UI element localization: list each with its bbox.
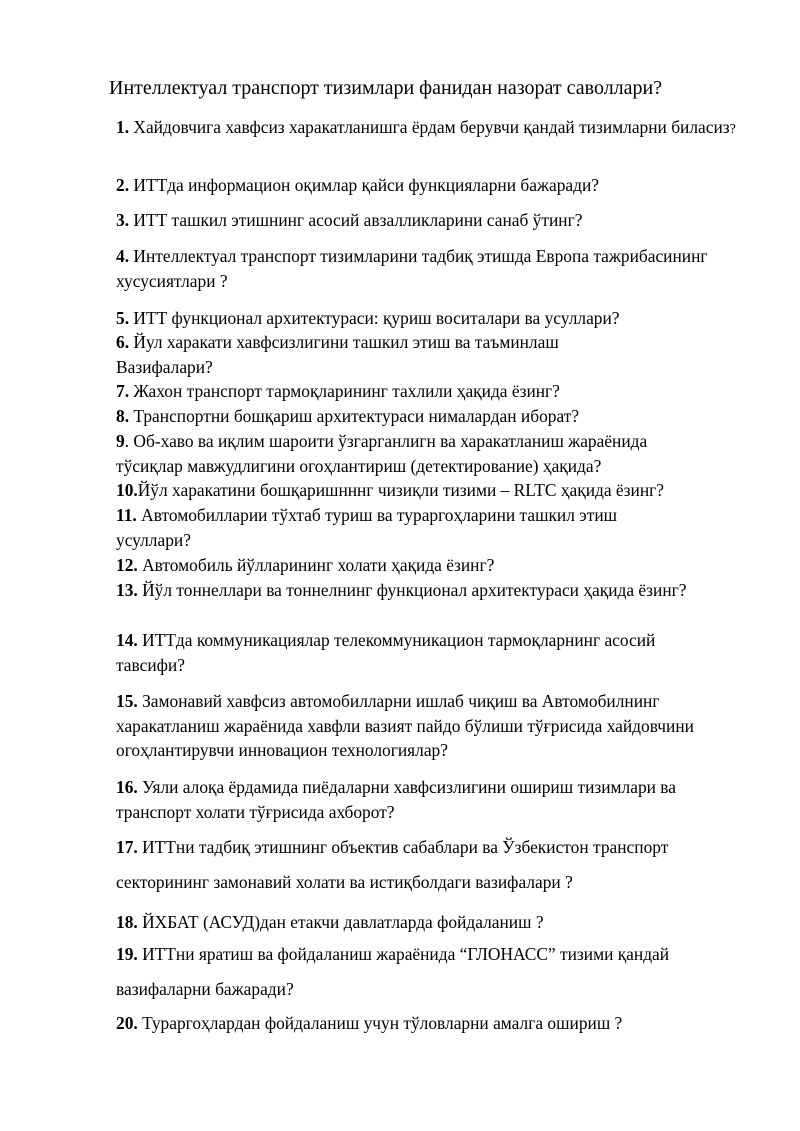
question-item [116,306,736,331]
question-text: Транспортни бошқариш архитектураси нималардан иборат? [129,406,580,426]
question-item [116,830,721,900]
question-text: ИТТда коммуникациялар телекоммуникацион тармоқларнинг асосий тавсифи? [116,630,656,675]
question-text-tail: ? [729,122,736,137]
question-text: ИТТ ташкил этишнинг асосий авзалликларини санаб ўтинг? [129,210,583,230]
question-text: ЙХБАТ (АСУД)дан етакчи давлатларда фойдаланиш ? [137,912,544,932]
question-item [116,775,731,824]
page-title: Интеллектуал транспорт тизимлари фанидан назорат саволлари? [109,77,663,99]
question-text: Жахон транспорт тармоқларининг тахлили ҳақида ёзинг? [129,381,560,401]
question-item [116,689,728,763]
question-number: 14. [116,630,138,650]
question-item [116,173,736,198]
question-number: 6. [116,332,130,352]
question-text: Йул харакати хавфсизлигини ташкил этиш ва таъминлаш Вазифалари? [116,332,559,377]
question-number: 20. [116,1013,138,1033]
question-item [116,404,736,429]
question-text: Автомобиль йўлларининг холати ҳақида ёзинг? [137,555,495,575]
question-item [116,553,736,578]
question-number: 11. [116,505,137,525]
question-text: Замонавий хавфсиз автомобилларни ишлаб чиқиш ва Автомобилнинг харакатланиш жараёнида хавфли вазият пайдо бўлиши тўғрисида хайдовчини огоҳлантирувчи инновацион технологиялар? [116,691,694,761]
question-number: 15. [116,691,138,711]
question-number: 12. [116,555,138,575]
question-text: Интеллектуал транспорт тизимларини тадбиқ этишда Европа тажрибасининг хусусиятлари ? [116,246,708,291]
question-number: 13. [116,580,138,600]
question-text: ИТТни тадбиқ этишнинг объектив сабаблари ва Ўзбекистон транспорт секторининг замонавий холати ва истиқболдаги вазифалари ? [116,837,669,892]
question-item [116,503,676,552]
question-number: 7. [116,381,130,401]
question-item [116,628,706,677]
question-number: 8. [116,406,130,426]
question-item [116,244,736,293]
question-number: 5. [116,308,130,328]
question-number: 17. [116,837,138,857]
question-number: 9 [116,431,125,451]
question-item [116,578,696,603]
question-number: 16. [116,777,138,797]
question-item [116,1011,736,1036]
question-number: 1. [116,117,130,137]
question-text: Автомобилларии тўхтаб туриш ва тураргоҳларини ташкил этиш усуллари? [116,505,618,550]
question-text: ИТТ функционал архитектураси: қуриш воситалари ва усуллари? [129,308,620,328]
question-item [116,910,736,935]
question-text: Уяли алоқа ёрдамида пиёдаларни хавфсизлигини ошириш тизимлари ва транспорт холати тўғрисида ахборот? [116,777,677,822]
question-item [116,115,736,143]
question-number: 4. [116,246,130,266]
question-number: 2. [116,175,130,195]
question-item [116,429,716,478]
question-item [116,937,724,1007]
question-text: Йўл тоннеллари ва тоннелнинг функционал архитектураси ҳақида ёзинг? [137,580,687,600]
question-number: 10. [116,480,138,500]
question-text: Йўл харакатини бошқаришнннг чизиқли тизими – RLTC ҳақида ёзинг? [137,480,664,500]
question-text: ИТТни яратиш ва фойдаланиш жараёнида “ГЛОНАСС” тизими қандай вазифаларни бажаради? [116,944,670,999]
question-text: . Об-хаво ва иқлим шароити ўзгарганлигн ва харакатланиш жараёнида тўсиқлар мавжудлигини огоҳлантириш (детектирование) ҳақида? [116,431,648,476]
question-item [116,478,736,503]
question-number: 3. [116,210,130,230]
question-item [116,208,736,233]
question-number: 18. [116,912,138,932]
question-text: ИТТда информацион оқимлар қайси функцияларни бажаради? [129,175,599,195]
question-text: Хайдовчига хавфсиз харакатланишга ёрдам берувчи қандай тизимларни билаcиз [129,117,730,137]
question-number: 19. [116,944,138,964]
question-text: Тураргоҳлардан фойдаланиш учун тўловларни амалга ошириш ? [137,1013,623,1033]
question-item [116,379,736,404]
question-item [116,330,656,379]
